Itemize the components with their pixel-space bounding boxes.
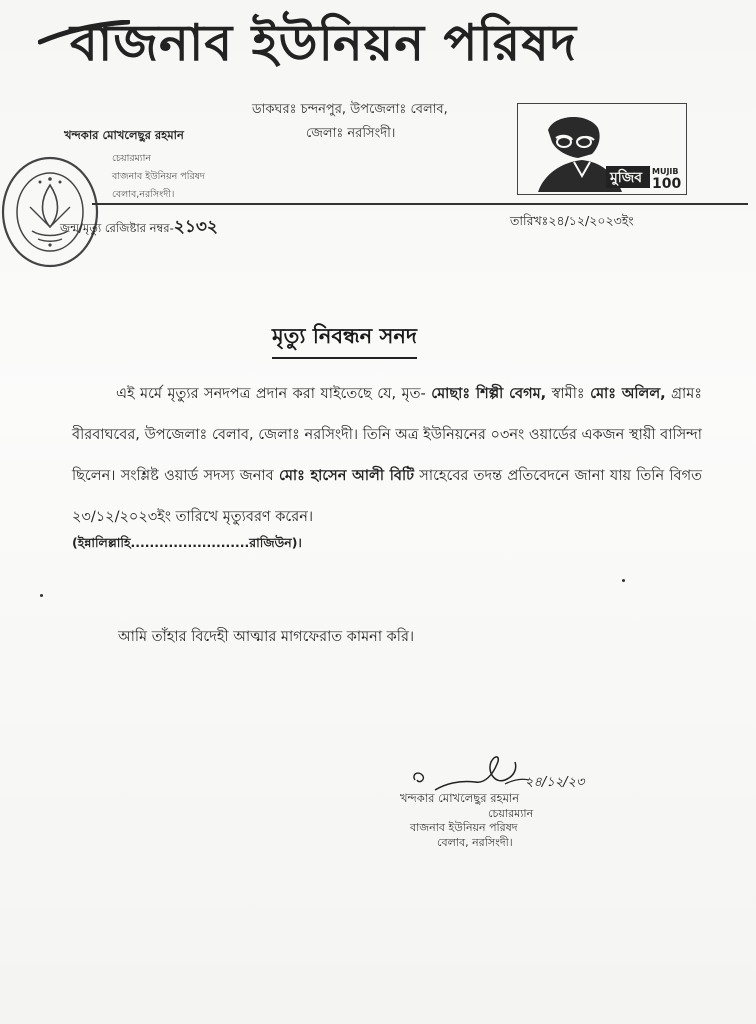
mujib-portrait-logo [517, 103, 687, 195]
paper-speck [622, 579, 625, 582]
body-part-3: গ্রামঃ বীরবাঘবের, উপজেলাঃ বেলাব, জেলাঃ নরসিংদী। তিনি অত্র ইউনিয়নের ০৩নং ওয়ার্ডের একজন স্থায়ী বাসিন্দা ছিলেন। সংশ্লিষ্ট ওয়ার্ড সদস্য জনাব [72, 386, 702, 484]
address-line-1: ডাকঘরঃ চন্দনপুর, উপজেলাঃ বেলাব, [252, 102, 448, 117]
portrait-illustration-icon [518, 104, 687, 195]
prayer-line: আমি তাঁহার বিদেহী আত্মার মাগফেরাত কামনা করি। [118, 629, 415, 645]
issue-date-line [510, 213, 634, 233]
signatory-title: চেয়ারম্যান [488, 807, 534, 820]
union-council-title: বাজনাব ইউনিয়ন পরিষদ [70, 14, 578, 72]
signature-date: ২৪/১২/২৩ [525, 775, 585, 790]
portrait-logo-bangla: মুজিব [610, 170, 643, 186]
address-line-2: জেলাঃ নরসিংদী। [306, 126, 396, 141]
chairman-office: বাজনাব ইউনিয়ন পরিষদ [112, 171, 205, 182]
signatory-name: খন্দকার মোখলেছুর রহমান [400, 791, 520, 805]
husband-name: মোঃ অলিল, [590, 386, 666, 402]
chairman-name: খন্দকার মোখলেছুর রহমান [64, 128, 184, 142]
date-label: তারিখঃ [510, 213, 549, 228]
chairman-place: বেলাব,নরসিংদী। [112, 189, 175, 200]
chairman-title: চেয়ারম্যান [112, 153, 152, 164]
register-number: ২১৩২ [173, 217, 218, 237]
signatory-office: বাজনাব ইউনিয়ন পরিষদ [410, 821, 518, 834]
paper-speck [40, 594, 43, 597]
body-part-1: এই মর্মে মৃত্যুর সনদপত্র প্রদান করা যাইতেছে যে, মৃত- [116, 386, 432, 402]
body-part-4: সাহেবের তদন্ত প্রতিবেদনে জানা যায় তিনি বিগত ২৩/১২/২০২৩ইং তারিখে মৃত্যুবরণ করেন। [72, 468, 702, 525]
header-divider [92, 203, 748, 205]
council-address [252, 98, 448, 146]
portrait-logo-number: 100 [652, 176, 682, 192]
register-label: জন্ম/মৃত্যু রেজিষ্টার নম্বর- [60, 221, 174, 235]
portrait-logo-english: MUJIB [652, 167, 679, 176]
condolence-quote: (ইন্নালিল্লাহি.........................রাজিউন)। [72, 535, 302, 550]
register-number-line [60, 214, 218, 242]
body-part-2: স্বামীঃ [546, 386, 591, 402]
deceased-name: মোছাঃ শিল্পী বেগম, [431, 386, 547, 402]
certificate-body [72, 374, 702, 538]
issue-date: ২৪/১২/২০২৩ইং [548, 213, 634, 228]
signatory-place: বেলাব, নরসিংদী। [437, 836, 513, 849]
ward-member-name: মোঃ হাসেন আলী বিটি [278, 468, 414, 484]
certificate-heading: মৃত্যু নিবন্ধন সনদ [272, 320, 417, 359]
council-seal-icon [0, 155, 100, 270]
